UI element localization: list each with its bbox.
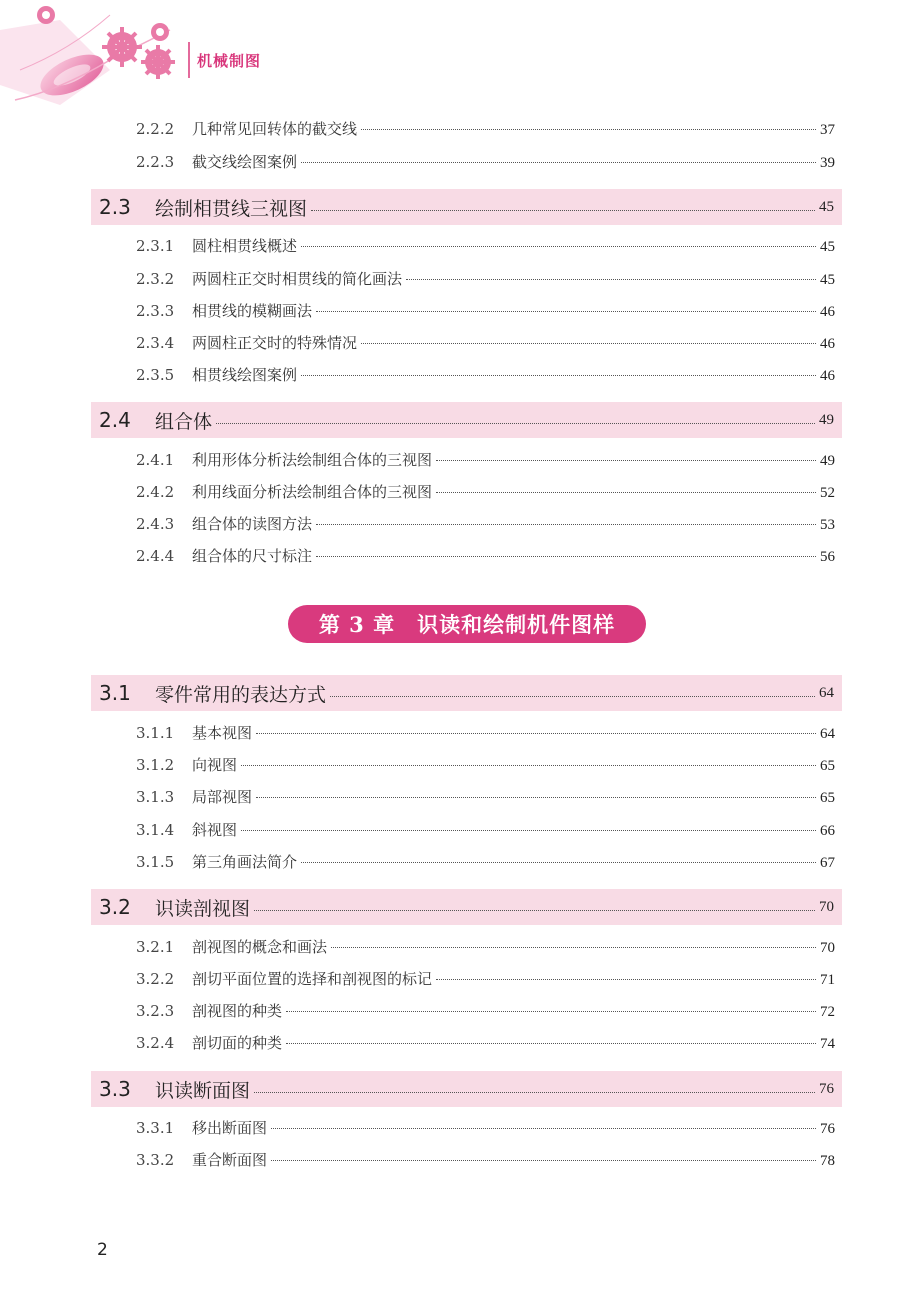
toc-title: 剖视图的种类 — [192, 1002, 283, 1020]
toc-leader-dots — [331, 947, 816, 948]
toc-number: 3.1.5 — [136, 853, 175, 871]
toc-number: 2.3 — [99, 195, 131, 219]
toc-page: 74 — [820, 1036, 835, 1052]
toc-section-row — [91, 889, 842, 925]
toc-number: 2.4.3 — [136, 515, 175, 533]
toc-number: 2.4.1 — [136, 451, 175, 469]
toc-page: 39 — [820, 155, 835, 171]
toc-leader-dots — [311, 210, 815, 211]
toc-leader-dots — [361, 129, 816, 130]
toc-entry-row — [136, 722, 835, 746]
toc-page: 76 — [820, 1121, 835, 1137]
toc-entry-row — [136, 1149, 835, 1173]
toc-number: 3.3.1 — [136, 1119, 175, 1137]
toc-page: 46 — [820, 368, 835, 384]
toc-leader-dots — [330, 696, 815, 697]
toc-leader-dots — [316, 524, 816, 525]
toc-entry-row — [136, 481, 835, 505]
toc-leader-dots — [301, 375, 816, 376]
toc-number: 3.1.2 — [136, 756, 175, 774]
toc-title: 圆柱相贯线概述 — [192, 237, 298, 255]
toc-leader-dots — [286, 1043, 816, 1044]
toc-number: 2.4.2 — [136, 483, 175, 501]
toc-entry-row — [136, 968, 835, 992]
toc-number: 2.3.3 — [136, 302, 175, 320]
toc-title: 重合断面图 — [192, 1151, 268, 1169]
toc-number: 3.3 — [99, 1077, 131, 1101]
chapter-heading: 第 3 章 识读和绘制机件图样 — [288, 605, 646, 643]
toc-leader-dots — [256, 733, 816, 734]
toc-title: 绘制相贯线三视图 — [155, 197, 308, 220]
toc-entry-row — [136, 449, 835, 473]
toc-leader-dots — [254, 910, 815, 911]
toc-page: 64 — [820, 726, 835, 742]
toc-title: 利用形体分析法绘制组合体的三视图 — [192, 451, 433, 469]
toc-title: 斜视图 — [192, 821, 238, 839]
toc-section-row — [91, 189, 842, 225]
toc-number: 3.2 — [99, 895, 131, 919]
toc-number: 3.2.3 — [136, 1002, 175, 1020]
toc-leader-dots — [216, 423, 815, 424]
toc-title: 零件常用的表达方式 — [155, 683, 327, 706]
toc-number: 3.1.1 — [136, 724, 175, 742]
toc-leader-dots — [436, 492, 816, 493]
toc-page: 65 — [820, 790, 835, 806]
toc-title: 局部视图 — [192, 788, 253, 806]
toc-leader-dots — [271, 1160, 816, 1161]
toc-number: 3.1.3 — [136, 788, 175, 806]
toc-section-row — [91, 402, 842, 438]
toc-page: 49 — [820, 453, 835, 469]
toc-leader-dots — [301, 162, 816, 163]
toc-number: 2.2.2 — [136, 120, 175, 138]
toc-entry-row — [136, 786, 835, 810]
toc-title: 两圆柱正交时相贯线的简化画法 — [192, 270, 403, 288]
toc-entry-row — [136, 151, 835, 175]
page-number: 2 — [97, 1240, 108, 1260]
toc-number: 2.2.3 — [136, 153, 175, 171]
toc-page: 45 — [820, 239, 835, 255]
toc-page: 76 — [819, 1080, 834, 1097]
toc-page: 71 — [820, 972, 835, 988]
toc-leader-dots — [436, 460, 816, 461]
toc-section-row — [91, 1071, 842, 1107]
toc-number: 3.2.2 — [136, 970, 175, 988]
toc-entry-row — [136, 364, 835, 388]
toc-number: 3.3.2 — [136, 1151, 175, 1169]
toc-page: 66 — [820, 823, 835, 839]
toc-entry-row — [136, 819, 835, 843]
toc-leader-dots — [241, 765, 816, 766]
toc-number: 2.3.2 — [136, 270, 175, 288]
toc-entry-row — [136, 235, 835, 259]
toc-title: 两圆柱正交时的特殊情况 — [192, 334, 358, 352]
toc-number: 2.3.1 — [136, 237, 175, 255]
toc-entry-row — [136, 332, 835, 356]
toc-number: 3.1.4 — [136, 821, 175, 839]
toc-title: 剖视图的概念和画法 — [192, 938, 328, 956]
toc-page: 45 — [820, 272, 835, 288]
toc-title: 截交线绘图案例 — [192, 153, 298, 171]
toc-page: 67 — [820, 855, 835, 871]
toc-leader-dots — [301, 246, 816, 247]
toc-title: 组合体 — [155, 410, 213, 433]
toc-page: 72 — [820, 1004, 835, 1020]
toc-page: 53 — [820, 517, 835, 533]
toc-page: 52 — [820, 485, 835, 501]
toc-leader-dots — [256, 797, 816, 798]
toc-page: 37 — [820, 122, 835, 138]
toc-leader-dots — [241, 830, 816, 831]
toc-title: 相贯线的模糊画法 — [192, 302, 313, 320]
toc-page: 46 — [820, 336, 835, 352]
toc-entry-row — [136, 300, 835, 324]
toc-leader-dots — [271, 1128, 816, 1129]
toc-page: 78 — [820, 1153, 835, 1169]
toc-entry-row — [136, 1117, 835, 1141]
toc-title: 识读剖视图 — [155, 897, 251, 920]
toc-number: 3.1 — [99, 681, 131, 705]
book-title: 机械制图 — [197, 52, 262, 70]
toc-page: 65 — [820, 758, 835, 774]
toc-page: 49 — [819, 411, 834, 428]
toc-number: 2.4 — [99, 408, 131, 432]
toc-page: 70 — [820, 940, 835, 956]
gears-decoration-icon — [0, 0, 185, 110]
toc-number: 3.2.1 — [136, 938, 175, 956]
toc-leader-dots — [254, 1092, 815, 1093]
toc-page: 46 — [820, 304, 835, 320]
toc-title: 基本视图 — [192, 724, 253, 742]
toc-title: 剖切平面位置的选择和剖视图的标记 — [192, 970, 433, 988]
toc-title: 组合体的尺寸标注 — [192, 547, 313, 565]
toc-page: 45 — [819, 198, 834, 215]
toc-title: 利用线面分析法绘制组合体的三视图 — [192, 483, 433, 501]
toc-leader-dots — [436, 979, 816, 980]
toc-leader-dots — [316, 311, 816, 312]
toc-entry-row — [136, 545, 835, 569]
toc-leader-dots — [301, 862, 816, 863]
toc-title: 识读断面图 — [155, 1079, 251, 1102]
toc-title: 组合体的读图方法 — [192, 515, 313, 533]
toc-page: 56 — [820, 549, 835, 565]
toc-entry-row — [136, 754, 835, 778]
toc-leader-dots — [361, 343, 816, 344]
toc-entry-row — [136, 851, 835, 875]
toc-page: 70 — [819, 898, 834, 915]
header-divider — [188, 42, 190, 78]
toc-title: 向视图 — [192, 756, 238, 774]
toc-title: 第三角画法简介 — [192, 853, 298, 871]
toc-leader-dots — [406, 279, 816, 280]
toc-entry-row — [136, 118, 835, 142]
toc-entry-row — [136, 513, 835, 537]
toc-page: 64 — [819, 684, 834, 701]
toc-number: 3.2.4 — [136, 1034, 175, 1052]
toc-entry-row — [136, 936, 835, 960]
toc-title: 相贯线绘图案例 — [192, 366, 298, 384]
toc-entry-row — [136, 268, 835, 292]
toc-number: 2.3.4 — [136, 334, 175, 352]
toc-title: 移出断面图 — [192, 1119, 268, 1137]
toc-leader-dots — [316, 556, 816, 557]
toc-number: 2.3.5 — [136, 366, 175, 384]
toc-entry-row — [136, 1032, 835, 1056]
toc-title: 剖切面的种类 — [192, 1034, 283, 1052]
toc-number: 2.4.4 — [136, 547, 175, 565]
page-header — [0, 0, 915, 110]
toc-title: 几种常见回转体的截交线 — [192, 120, 358, 138]
toc-leader-dots — [286, 1011, 816, 1012]
toc-entry-row — [136, 1000, 835, 1024]
toc-section-row — [91, 675, 842, 711]
